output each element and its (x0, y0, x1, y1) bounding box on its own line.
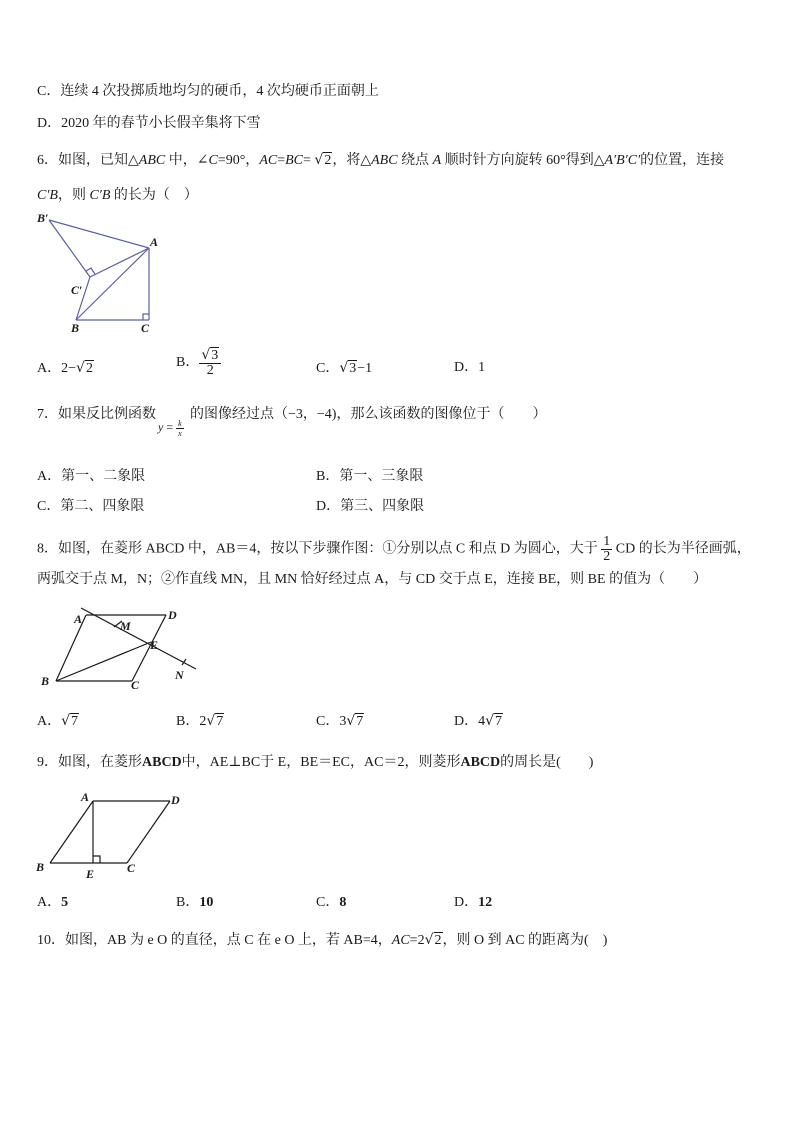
q9-option-a: A．5 (37, 895, 69, 910)
q8-option-c: C．3√7 (316, 713, 364, 729)
q9-figure (34, 786, 194, 882)
q6-figure (34, 208, 174, 338)
q6-label-a: A (150, 235, 159, 249)
q8-option-d: D．4√7 (454, 713, 503, 729)
q9-label-b: B (36, 860, 45, 874)
q8-label-d: D (168, 608, 177, 622)
q6-stem-line1: 6．如图，已知△ABC 中，∠C=90°，AC=BC= √2，将△ABC 绕点 A 顺时针方向旋转 60°得到△A′B′C′的位置，连接 (37, 150, 724, 171)
q5-option-c: C．连续 4 次投掷质地均匀的硬币，4 次均硬币正面朝上 (37, 84, 379, 99)
q6-stem-line2: C′B，则 C′B 的长为（ ） (37, 188, 198, 203)
q7-stem: 7．如果反比例函数 的图像经过点（−3，−4)，那么该函数的图像位于（ ） (37, 407, 547, 422)
q9-label-a: A (81, 790, 90, 804)
q6-sqrt: √2 (314, 152, 332, 168)
q8-label-b: B (41, 674, 50, 688)
q8-label-a: A (74, 612, 83, 626)
q8-stem-line2: 两弧交于点 M，N；②作直线 MN，且 MN 恰好经过点 A，与 CD 交于点 E，连接 BE，则 BE 的值为（ ） (37, 572, 708, 587)
q8-label-m: M (120, 619, 131, 633)
q8-stem-line1: 8．如图，在菱形 ABCD 中，AB＝4，按以下步骤作图：①分别以点 C 和点 D 为圆心，大于 $\frac{1}{2}$ CD 的长为半径画弧， (37, 534, 751, 564)
q6-label-cprime: C′ (71, 283, 83, 297)
q8-figure (36, 605, 206, 693)
q7-option-d: D．第三、四象限 (316, 499, 425, 514)
q6-option-d: D．1 (454, 360, 486, 375)
q9-stem: 9．如图，在菱形ABCD中，AE⊥BC于 E，BE＝EC，AC＝2，则菱形ABCD的周长是( ) (37, 755, 594, 770)
q9-label-d: D (171, 793, 180, 807)
q8-label-e: E (150, 638, 159, 652)
q6-label-c: C (141, 321, 150, 335)
q7-function: y = $\frac{k}{x}$ (158, 418, 182, 438)
q8-label-n: N (175, 668, 184, 682)
q9-label-c: C (127, 861, 136, 875)
q6-label-bprime: B′ (37, 211, 49, 225)
q8-option-a: A．√7 (37, 713, 79, 729)
q8-option-b: B．2√7 (176, 713, 224, 729)
q6-option-a: A．2−√2 (37, 360, 93, 376)
q6-option-c: C．√3−1 (316, 360, 373, 376)
q10-stem: 10．如图，AB 为 e O 的直径，点 C 在 e O 上，若 AB=4，AC=2√2，则 O 到 AC 的距离为( ) (37, 932, 608, 948)
q9-label-e: E (86, 867, 95, 881)
q7-option-a: A．第一、二象限 (37, 469, 146, 484)
q7-option-b: B．第一、三象限 (316, 469, 424, 484)
q9-option-d: D．12 (454, 895, 493, 910)
q9-option-b: B．10 (176, 895, 214, 910)
q8-label-c: C (131, 678, 140, 692)
q9-option-c: C．8 (316, 895, 347, 910)
q6-label-b: B (71, 321, 80, 335)
q6-option-b: B． $\frac{√3}{2}$ (176, 348, 221, 378)
q5-option-d: D．2020 年的春节小长假辛集将下雪 (37, 116, 261, 131)
q7-option-c: C．第二、四象限 (37, 499, 145, 514)
